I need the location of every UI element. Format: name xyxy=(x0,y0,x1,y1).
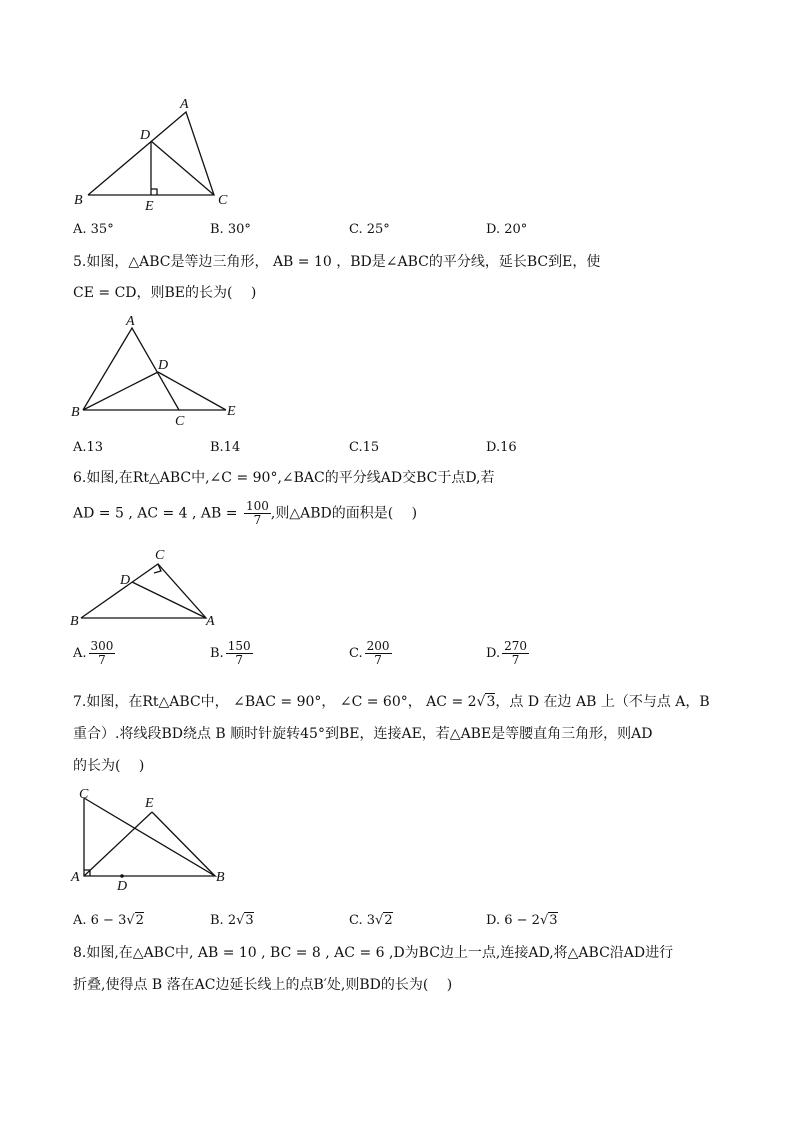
q6-option-c[interactable] xyxy=(349,640,392,667)
q4-option-a[interactable]: A. 35° xyxy=(73,222,114,237)
q5-number: 5. xyxy=(73,254,87,270)
q7-stem-line1-post: ，点 D 在边 AB 上（不与点 A，B xyxy=(495,694,710,710)
q4-label-a: A xyxy=(180,97,189,112)
q6-option-b-letter: B. xyxy=(210,646,224,662)
q7-option-a[interactable] xyxy=(73,913,144,928)
q4-figure xyxy=(70,92,240,217)
q5-stem-text1: 如图，△ABC是等边三角形， AB = 10 ，BD是∠ABC的平分线，延长BC到E，使 xyxy=(86,254,601,270)
q7-figure xyxy=(68,784,238,894)
q6-option-b-den: 7 xyxy=(235,653,243,668)
q6-figure xyxy=(66,545,226,630)
q5-label-e: E xyxy=(227,404,236,419)
q5-stem-line1 xyxy=(73,255,600,269)
q6-option-d[interactable] xyxy=(486,640,529,667)
q7-stem-line1-pre: 7.如图，在Rt△ABC中， ∠BAC = 90°， ∠C = 60°， AC = 2 xyxy=(73,694,477,710)
q8-stem-line2: 折叠,使得点 B 落在AC边延长线上的点B′处,则BD的长为( ) xyxy=(73,977,453,993)
q6-segment-ad xyxy=(132,582,206,618)
q7-option-d-rad: 3 xyxy=(549,913,558,928)
q7-option-d-sqrt: √ xyxy=(539,913,549,928)
q6-ab-numerator: 100 xyxy=(245,499,269,513)
q5-option-b[interactable]: B.14 xyxy=(210,440,241,455)
q4-option-d[interactable]: D. 20° xyxy=(486,222,528,237)
q7-option-d-pre: D. 6 − 2 xyxy=(486,913,540,928)
q5-figure xyxy=(68,312,248,430)
q4-option-c[interactable]: C. 25° xyxy=(349,222,390,237)
q6-ab-fraction xyxy=(244,500,271,527)
q4-right-angle-mark xyxy=(151,189,157,195)
q7-stem-line1 xyxy=(73,695,710,709)
q7-segment-ae xyxy=(84,812,152,876)
q7-option-c-rad: 2 xyxy=(384,913,393,928)
q8-stem-line1: 8.如图,在△ABC中, AB = 10 , BC = 8 , AC = 6 ,D为BC边上一点,连接AD,将△ABC沿AD进行 xyxy=(73,945,674,961)
q5-label-a: A xyxy=(126,314,135,329)
q7-label-e: E xyxy=(145,796,154,811)
q5-label-b: B xyxy=(71,405,80,420)
q6-option-a-den: 7 xyxy=(98,653,106,668)
q6-ab-denominator: 7 xyxy=(253,513,262,528)
q7-label-d: D xyxy=(117,879,128,894)
q6-stem-line1: 6.如图,在Rt△ABC中,∠C = 90°,∠BAC的平分线AD交BC于点D,若 xyxy=(73,470,495,486)
q5-option-d[interactable]: D.16 xyxy=(486,440,517,455)
q5-stem-line2: CE = CD，则BE的长为( ) xyxy=(73,285,257,301)
q6-option-a-letter: A. xyxy=(73,646,87,662)
q4-label-e: E xyxy=(145,199,154,214)
q6-option-a-num: 300 xyxy=(90,639,114,653)
q4-label-d: D xyxy=(140,128,151,143)
q7-label-b: B xyxy=(216,870,225,885)
q4-label-b: B xyxy=(74,193,83,208)
q7-label-c: C xyxy=(79,787,89,802)
q7-option-a-pre: A. 6 − 3 xyxy=(73,913,127,928)
q7-option-a-rad: 2 xyxy=(135,913,144,928)
q6-triangle-abc xyxy=(81,564,206,618)
q5-label-d: D xyxy=(158,358,169,373)
q6-option-b-num: 150 xyxy=(227,639,251,653)
q7-stem-line2: 重合）.将线段BD绕点 B 顺时针旋转45°到BE，连接AE，若△ABE是等腰直角三角形，则AD xyxy=(73,726,653,742)
q6-label-c: C xyxy=(155,548,165,563)
q7-option-c-pre: C. 3 xyxy=(349,913,376,928)
q7-label-a: A xyxy=(71,870,80,885)
q6-option-c-den: 7 xyxy=(374,653,382,668)
q7-option-b-sqrt: √ xyxy=(236,913,245,928)
q6-option-c-num: 200 xyxy=(366,639,390,653)
q7-option-b-rad: 3 xyxy=(245,913,254,928)
q4-label-c: C xyxy=(218,193,228,208)
q6-label-b: B xyxy=(70,614,79,629)
q6-option-d-letter: D. xyxy=(486,646,501,662)
q6-option-b[interactable] xyxy=(210,640,253,667)
q7-option-b[interactable] xyxy=(210,913,254,928)
q7-sqrt-sign: √ xyxy=(476,694,486,710)
q7-option-c[interactable] xyxy=(349,913,393,928)
q5-option-a[interactable]: A.13 xyxy=(73,440,104,455)
q7-point-d xyxy=(120,874,124,878)
q6-stem-line2-pre: AD = 5 , AC = 4 , AB = xyxy=(73,505,238,522)
q5-label-c: C xyxy=(175,414,185,429)
q7-option-d[interactable] xyxy=(486,913,558,928)
q6-label-d: D xyxy=(120,573,131,588)
q7-stem-line3: 的长为( ) xyxy=(73,758,145,774)
q7-option-a-sqrt: √ xyxy=(126,913,135,928)
q7-option-b-pre: B. 2 xyxy=(210,913,237,928)
q7-sqrt-radicand: 3 xyxy=(486,694,496,710)
q6-option-d-num: 270 xyxy=(504,639,527,653)
q6-option-c-letter: C. xyxy=(349,646,363,662)
q5-option-c[interactable]: C.15 xyxy=(349,440,380,455)
q6-label-a: A xyxy=(206,614,215,629)
q6-option-a[interactable] xyxy=(73,640,115,667)
q6-stem-line2 xyxy=(73,500,417,527)
q4-option-b[interactable]: B. 30° xyxy=(210,222,251,237)
q7-option-c-sqrt: √ xyxy=(375,913,384,928)
q6-option-d-den: 7 xyxy=(511,653,520,668)
q6-stem-line2-post: ,则△ABD的面积是( ) xyxy=(270,505,418,522)
